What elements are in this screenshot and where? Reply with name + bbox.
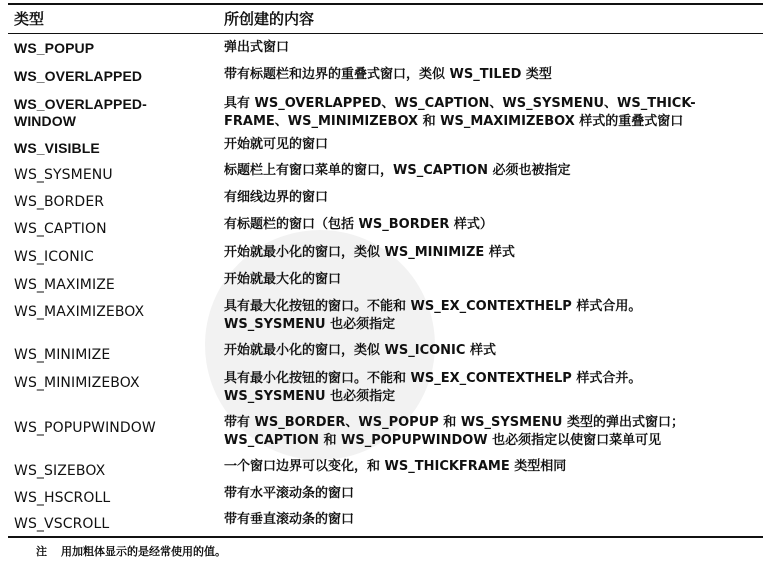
footnote-label: 注 [36,545,47,558]
style-description: 具有 WS_OVERLAPPED、WS_CAPTION、WS_SYSMENU、WS_THICK- FRAME、WS_MINIMIZEBOX 和 WS_MAXIMIZEBOX 样式的重叠式窗口 [224,96,696,129]
style-description: 带有 WS_BORDER、WS_POPUP 和 WS_SYSMENU 类型的弹出式窗口； WS_CAPTION 和 WS_POPUPWINDOW 也必须指定以使窗口菜单可见 [224,415,684,448]
style-name: WS_MINIMIZEBOX [14,375,140,391]
style-name: WS_MINIMIZE [14,347,111,363]
style-description: 开始就最大化的窗口 [224,272,342,287]
style-name: WS_VSCROLL [14,516,110,532]
footnote-text: 用加粗体显示的是经常使用的值。 [61,545,226,558]
style-name: WS_POPUP [14,40,95,56]
style-description: 弹出式窗口 [224,40,290,55]
table-top-rule [8,3,763,5]
style-description: 具有最小化按钮的窗口。不能和 WS_EX_CONTEXTHELP 样式合并。 WS_SYSMENU 也必须指定 [224,371,642,404]
style-description: 带有垂直滚动条的窗口 [224,512,355,527]
style-description: 有标题栏的窗口（包括 WS_BORDER 样式） [224,217,493,232]
style-description: 开始就最小化的窗口，类似 WS_ICONIC 样式 [224,343,496,358]
style-description: 标题栏上有窗口菜单的窗口，WS_CAPTION 必须也被指定 [224,163,571,178]
style-name: WS_MAXIMIZEBOX [14,304,145,320]
style-name: WS_OVERLAPPED- WINDOW [14,96,147,129]
style-name: WS_CAPTION [14,221,107,237]
footnote [36,543,226,559]
style-name: WS_SYSMENU [14,167,113,183]
style-name: WS_VISIBLE [14,140,100,156]
style-name: WS_ICONIC [14,249,94,265]
style-name: WS_OVERLAPPED [14,68,143,84]
style-description: 带有标题栏和边界的重叠式窗口，类似 WS_TILED 类型 [224,67,552,82]
style-name: WS_BORDER [14,194,105,210]
style-description: 具有最大化按钮的窗口。不能和 WS_EX_CONTEXTHELP 样式合用。 WS_SYSMENU 也必须指定 [224,299,642,332]
style-description: 带有水平滚动条的窗口 [224,486,355,501]
header-type: 类型 [14,10,45,28]
style-name: WS_POPUPWINDOW [14,420,156,436]
table-bottom-rule [8,536,763,538]
style-description: 一个窗口边界可以变化，和 WS_THICKFRAME 类型相同 [224,459,567,474]
style-name: WS_SIZEBOX [14,463,106,479]
table-header-rule [8,33,763,34]
style-description: 有细线边界的窗口 [224,190,329,205]
style-description: 开始就最小化的窗口，类似 WS_MINIMIZE 样式 [224,245,515,260]
style-description: 开始就可见的窗口 [224,137,329,152]
style-name: WS_HSCROLL [14,490,111,506]
style-name: WS_MAXIMIZE [14,277,115,293]
header-content: 所创建的内容 [224,10,315,28]
